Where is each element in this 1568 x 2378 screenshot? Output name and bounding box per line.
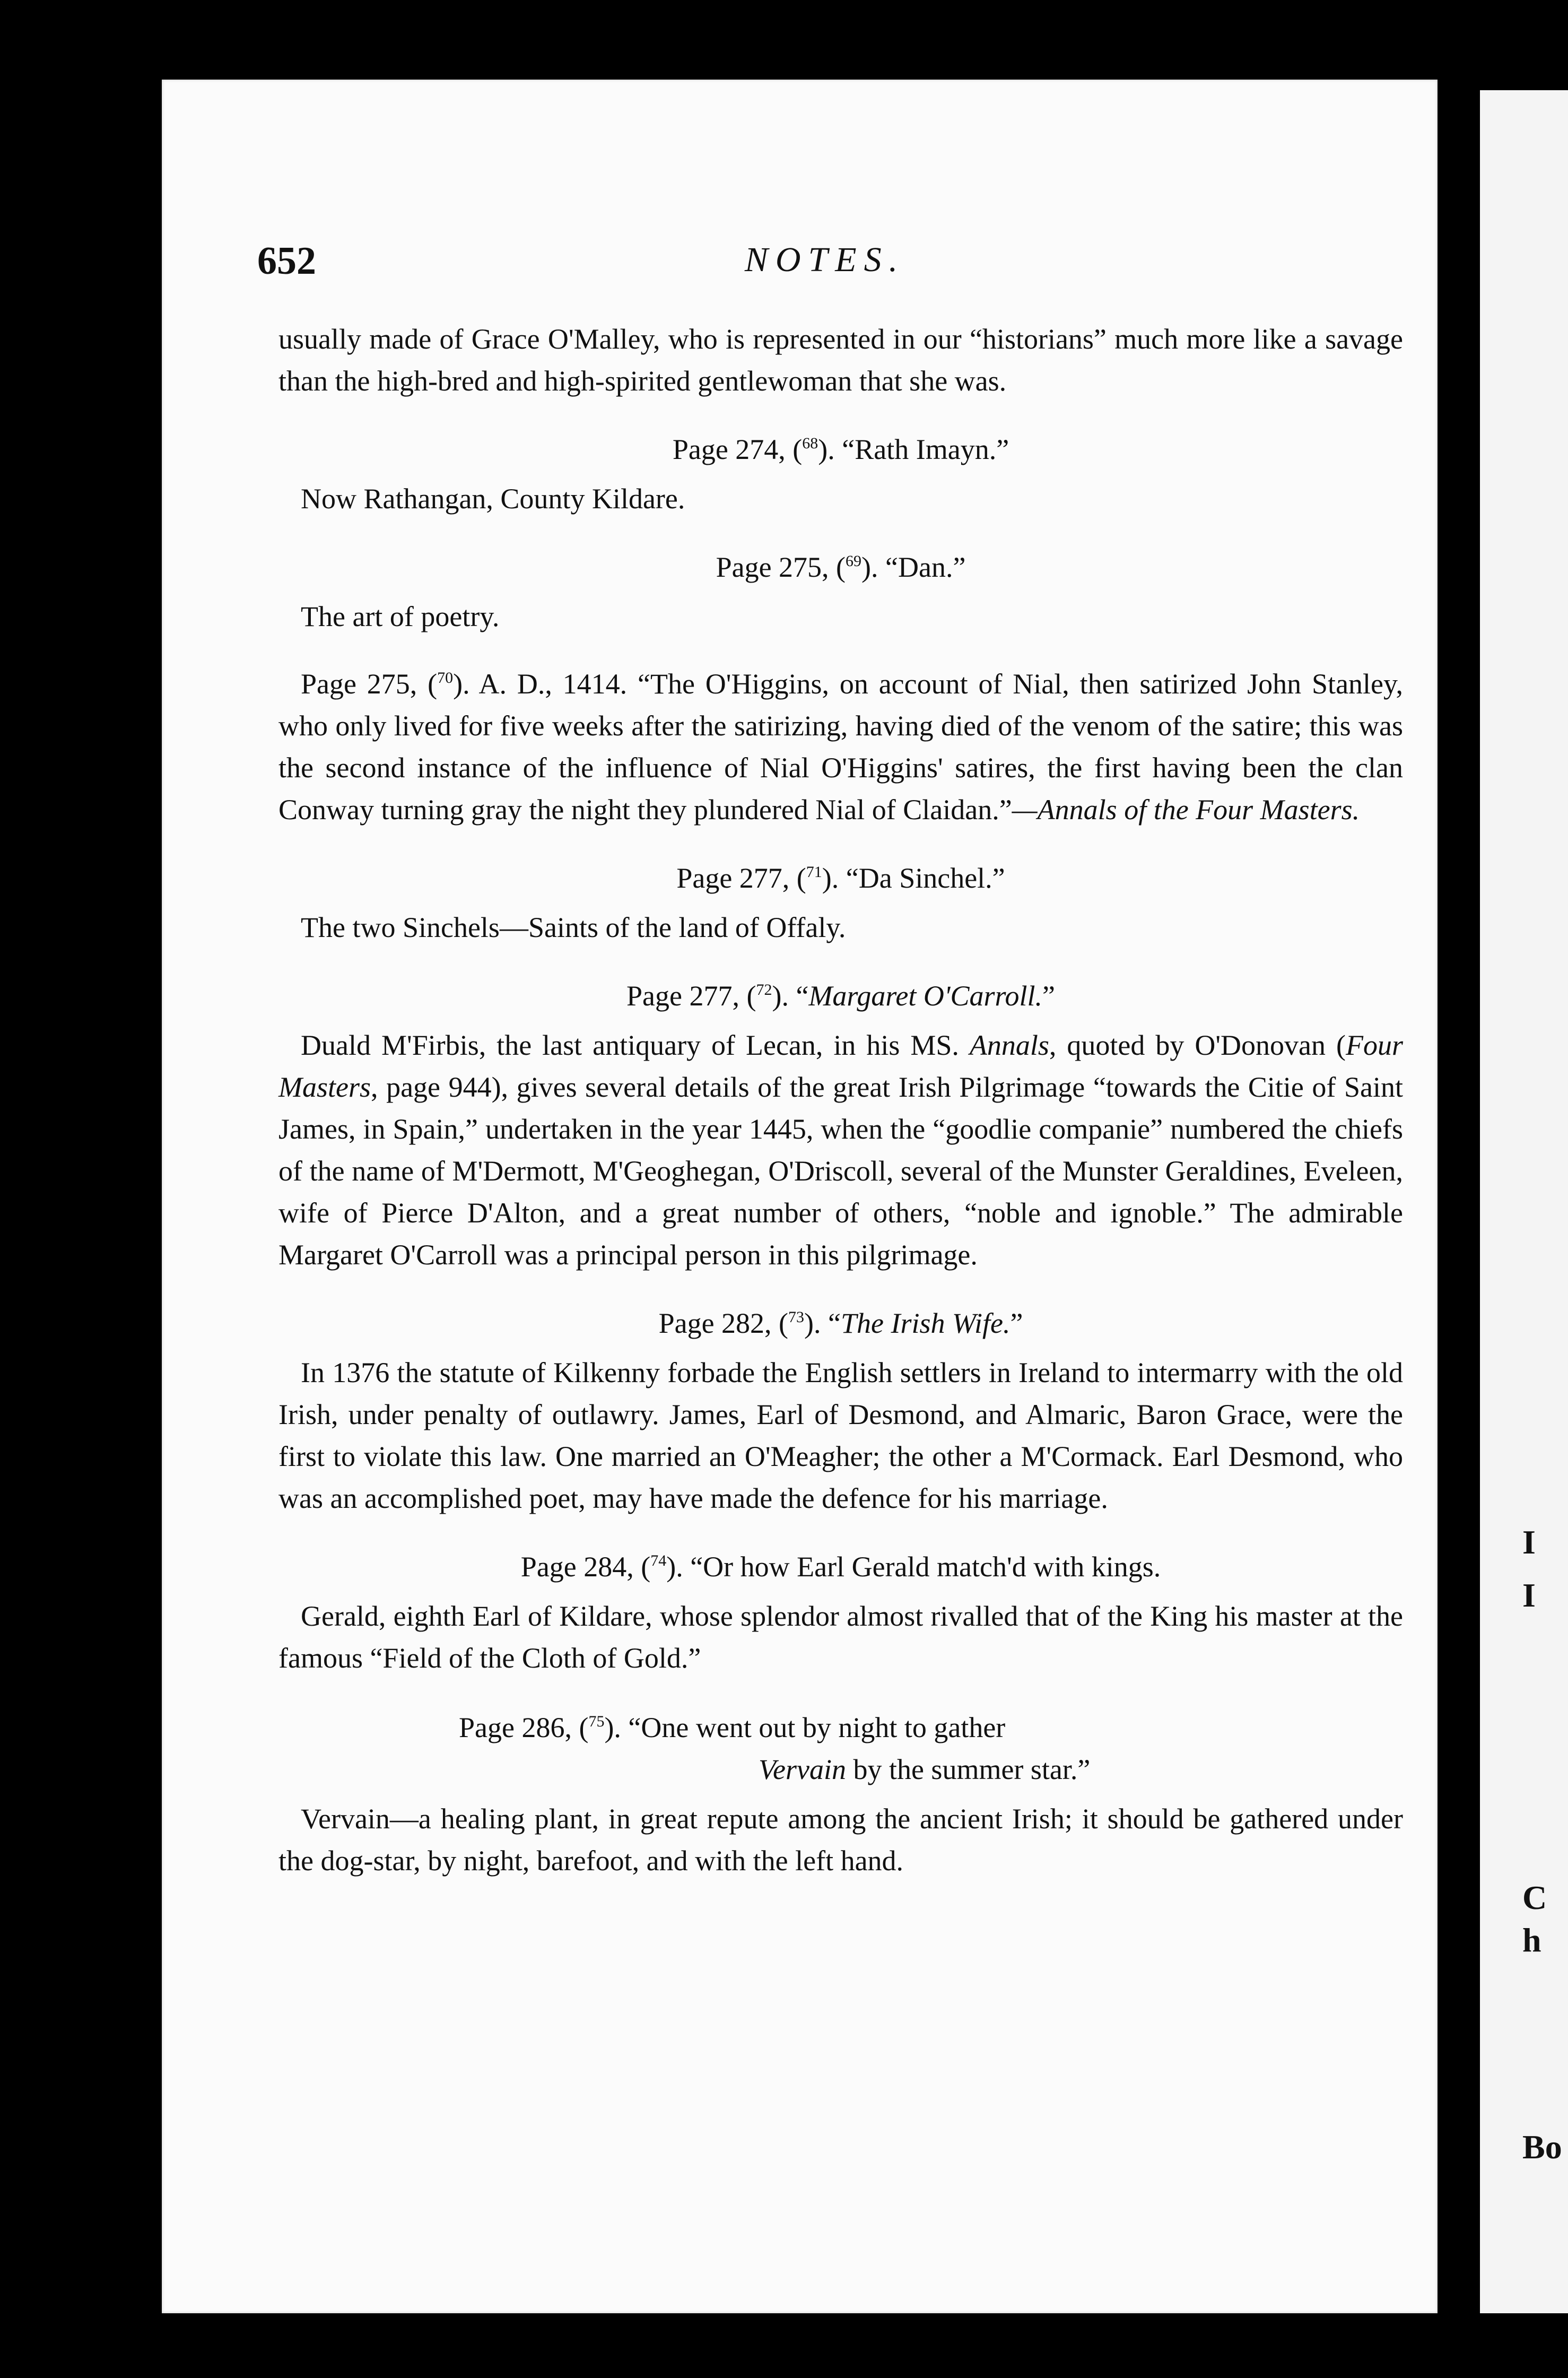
note-reference: Page 282, ($^{73}$). “The Irish Wife.”	[658, 1307, 1023, 1339]
note-reference: Page 277, ($^{71}$). “Da Sinchel.”	[676, 862, 1005, 894]
adjacent-page-edge	[1480, 90, 1568, 2313]
page-header	[257, 233, 1392, 297]
adjacent-fragment: Bo	[1522, 2128, 1562, 2166]
note-body: The art of poetry.	[301, 601, 500, 632]
note-reference-verse: Page 286, ($^{75}$). “One went out by night to gather Vervain by the summer star.”	[459, 1712, 1091, 1785]
note-body: In 1376 the statute of Kilkenny forbade the English settlers in Ireland to intermarry with the old Irish, under penalty of outlawry. James, Earl of Desmond, and Almaric, Baron Grace, were the first to violate this law. One married an O'Meagher; the other a M'Cormack. Earl Desmond, who was an accomplished poet, may have made the defence for his marriage.	[278, 1357, 1403, 1514]
note-body: Vervain—a healing plant, in great repute among the ancient Irish; it should be gathered under the dog-star, by night, barefoot, and with the left hand.	[278, 1803, 1403, 1877]
notes-text	[278, 318, 1403, 1882]
note-body: Duald M'Firbis, the last antiquary of Lecan, in his MS. Annals, quoted by O'Donovan (Four Masters, page 944), gives several details of the great Irish Pilgrimage “towards the Citie of Saint James, in Spain,” undertaken in the year 1445, when the “goodlie companie” numbered the chiefs of the name of M'Dermott, M'Geoghegan, O'Driscoll, several of the Munster Geraldines, Eveleen, wife of Pierce D'Alton, and a great number of others, “noble and ignoble.” The admirable Margaret O'Carroll was a principal person in this pilgrimage.	[278, 1029, 1403, 1271]
note-body: Gerald, eighth Earl of Kildare, whose splendor almost rivalled that of the King his master at the famous “Field of the Cloth of Gold.”	[278, 1600, 1403, 1674]
note-reference: Page 275, ($^{69}$). “Dan.”	[716, 551, 966, 583]
opening-paragraph: usually made of Grace O'Malley, who is represented in our “historians” much more like a savage than the high-bred and high-spirited gentlewoman that she was.	[278, 323, 1403, 397]
note-reference: Page 284, ($^{74}$). “Or how Earl Gerald match'd with kings.	[520, 1551, 1161, 1583]
note-body: Now Rathangan, County Kildare.	[301, 483, 685, 515]
page-number: 652	[257, 239, 316, 283]
note-body: Page 275, ($^{70}$). A. D., 1414. “The O'Higgins, on account of Nial, then satirized John Stanley, who only lived for five weeks after the satirizing, having died of the venom of the satire; this was the second instance of the influence of Nial O'Higgins' satires, the first having been the clan Conway turning gray the night they plundered Nial of Claidan.”—Annals of the Four Masters.	[278, 668, 1403, 826]
source-citation: —Annals of the Four Masters.	[1012, 794, 1360, 826]
note-body: The two Sinchels—Saints of the land of Offaly.	[301, 912, 846, 943]
adjacent-fragment: I	[1522, 1576, 1536, 1614]
adjacent-fragment: I	[1522, 1523, 1536, 1561]
note-reference: Page 277, ($^{72}$). “Margaret O'Carroll.”	[626, 980, 1055, 1012]
running-title: NOTES.	[744, 240, 905, 279]
adjacent-fragment: h	[1522, 1921, 1541, 1959]
adjacent-fragment: C	[1522, 1879, 1547, 1916]
note-reference: Page 274, ($^{68}$). “Rath Imayn.”	[672, 433, 1009, 465]
